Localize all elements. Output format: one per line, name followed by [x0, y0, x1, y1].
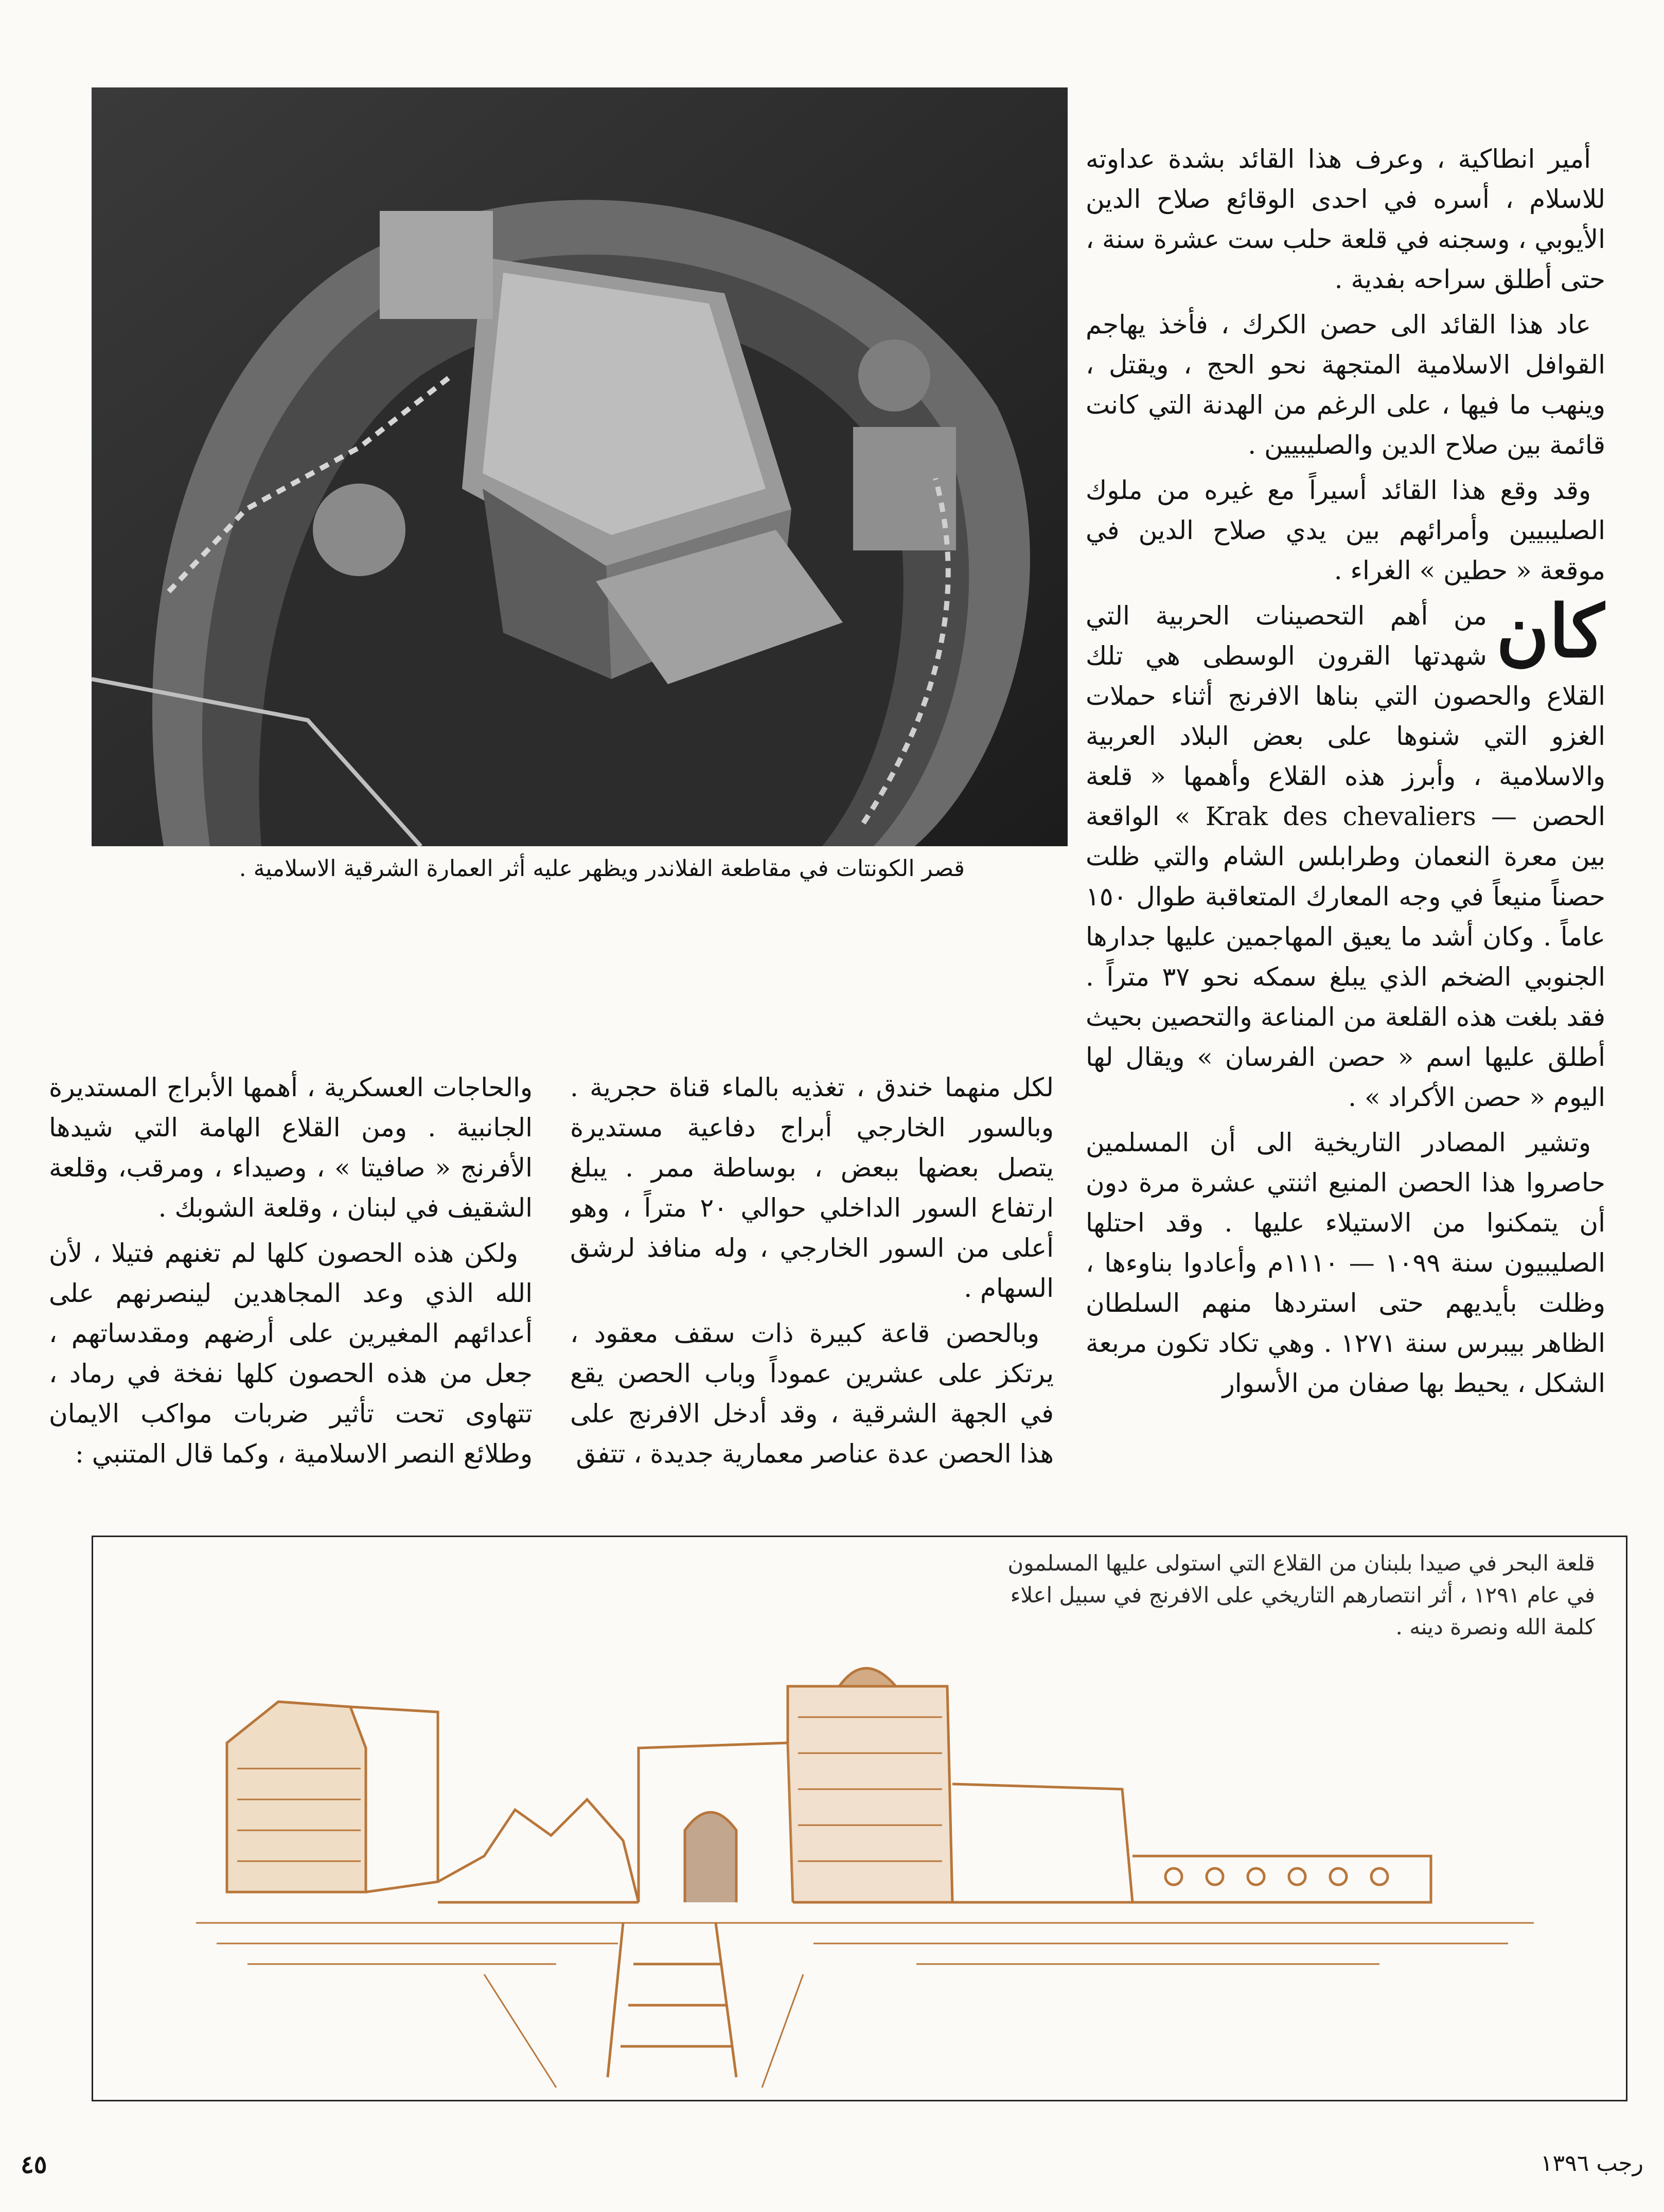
castle-aerial-image — [92, 87, 1068, 846]
issue-date: رجب ١٣٩٦ — [1540, 2150, 1643, 2177]
paragraph: وبالحصن قاعة كبيرة ذات سقف معقود ، يرتكز على عشرين عموداً وباب الحصن يقع في الجهة الشرقية ، وقد أدخل الافرنج على هذا الحصن عدة عناصر معمارية جديدة ، تتفق — [570, 1318, 1054, 1469]
paragraph: ولكن هذه الحصون كلها لم تغنهم فتيلا ، لأن الله الذي وعد المجاهدين لينصرنهم على أعدائهم المغيرين على أرضهم ومقدساتهم ، جعل من هذه الحصون كلها نفخة في رماد ، تتهاوى تحت تأثير ضربات مواكب الايمان وطلائع النصر الاسلامية ، وكما قال المتنبي : — [49, 1238, 533, 1469]
paragraph: لكل منهما خندق ، تغذيه بالماء قناة حجرية . وبالسور الخارجي أبراج دفاعية مستديرة يتصل بعضها ببعض ، بوساطة ممر . يبلغ ارتفاع السور الداخلي حوالي ٢٠ متراً ، وهو أعلى من السور الخارجي ، وله منافذ لرشق السهام . — [570, 1073, 1054, 1303]
paragraph-text: من أهم التحصينات الحربية التي شهدتها القرون الوسطى هي تلك القلاع والحصون التي بناها الافرنج أثناء حملات الغزو التي شنوها على بعض البلاد العربية والاسلامية ، وأبرز هذه القلاع وأهمها « قلعة الحصن — Krak des chevaliers » الواقعة بين معرة النعمان وطرابلس الشام والتي ظلت حصناً منيعاً في وجه المعارك المتعاقبة طوال ١٥٠ عاماً . وكان أشد ما يعيق المهاجمين عليها جدارها الجنوبي الضخم الذي يبلغ سمكه نحو ٣٧ متراً . فقد بلغت هذه القلعة من المناعة والتحصين بحيث أطلق عليها اسم « حصن الفرسان » ويقال لها اليوم « حصن الأكراد » . — [1086, 601, 1605, 1112]
paragraph: عاد هذا القائد الى حصن الكرك ، فأخذ يهاجم القوافل الاسلامية المتجهة نحو الحج ، ويقتل ، وينهب ما فيها ، على الرغم من الهدنة التي كانت قائمة بين صلاح الدين والصليبيين . — [1086, 310, 1605, 460]
left-column — [49, 1067, 533, 1510]
photo-caption: قصر الكونتات في مقاطعة الفلاندر ويظهر عليه أثر العمارة الشرقية الاسلامية . — [239, 855, 965, 882]
paragraph: وقد وقع هذا القائد أسيراً مع غيره من ملوك الصليبيين وأمرائهم بين يدي صلاح الدين في موقعة « حطين » الغراء . — [1086, 475, 1605, 585]
paragraph — [1086, 590, 1605, 1117]
sea-castle-sketch-box — [92, 1536, 1627, 2101]
paragraph: وتشير المصادر التاريخية الى أن المسلمين حاصروا هذا الحصن المنيع اثنتي عشرة مرة دون أن يتمكنوا من الاستيلاء عليها . وقد احتلها الصليبيون سنة ١٠٩٩ — ١١١٠م وأعادوا بناوءها ، وظلت بأيديهم حتى استردها منهم السلطان الظاهر بيبرس سنة ١٢٧١ . وهي تكاد تكون مربعة الشكل ، يحيط بها صفان من الأسوار — [1086, 1128, 1605, 1398]
castle-photo — [92, 87, 1068, 846]
middle-column — [570, 1067, 1054, 1510]
paragraph: أمير انطاكية ، وعرف هذا القائد بشدة عداوته للاسلام ، أسره في احدى الوقائع صلاح الدين الأيوبي ، وسجنه في قلعة حلب ست عشرة سنة ، حتى أطلق سراحه بفدية . — [1086, 144, 1605, 294]
sea-castle-sketch — [196, 1614, 1585, 2098]
sketch-caption: قلعة البحر في صيدا بلبنان من القلاع التي استولى عليها المسلمون في عام ١٢٩١ ، أثر انتصارهم التاريخي على الافرنج في سبيل اعلاء كلمة الله ونصرة دينه . — [1007, 1550, 1595, 1639]
paragraph: والحاجات العسكرية ، أهمها الأبراج المستديرة الجانبية . ومن القلاع الهامة التي شيدها الأفرنج « صافيتا » ، وصيداء ، ومرقب، وقلعة الشقيف في لبنان ، وقلعة الشوبك . — [49, 1073, 533, 1223]
main-column — [1086, 139, 1605, 1523]
page-number: ٤٥ — [21, 2150, 47, 2179]
drop-cap: كان — [1496, 590, 1605, 674]
